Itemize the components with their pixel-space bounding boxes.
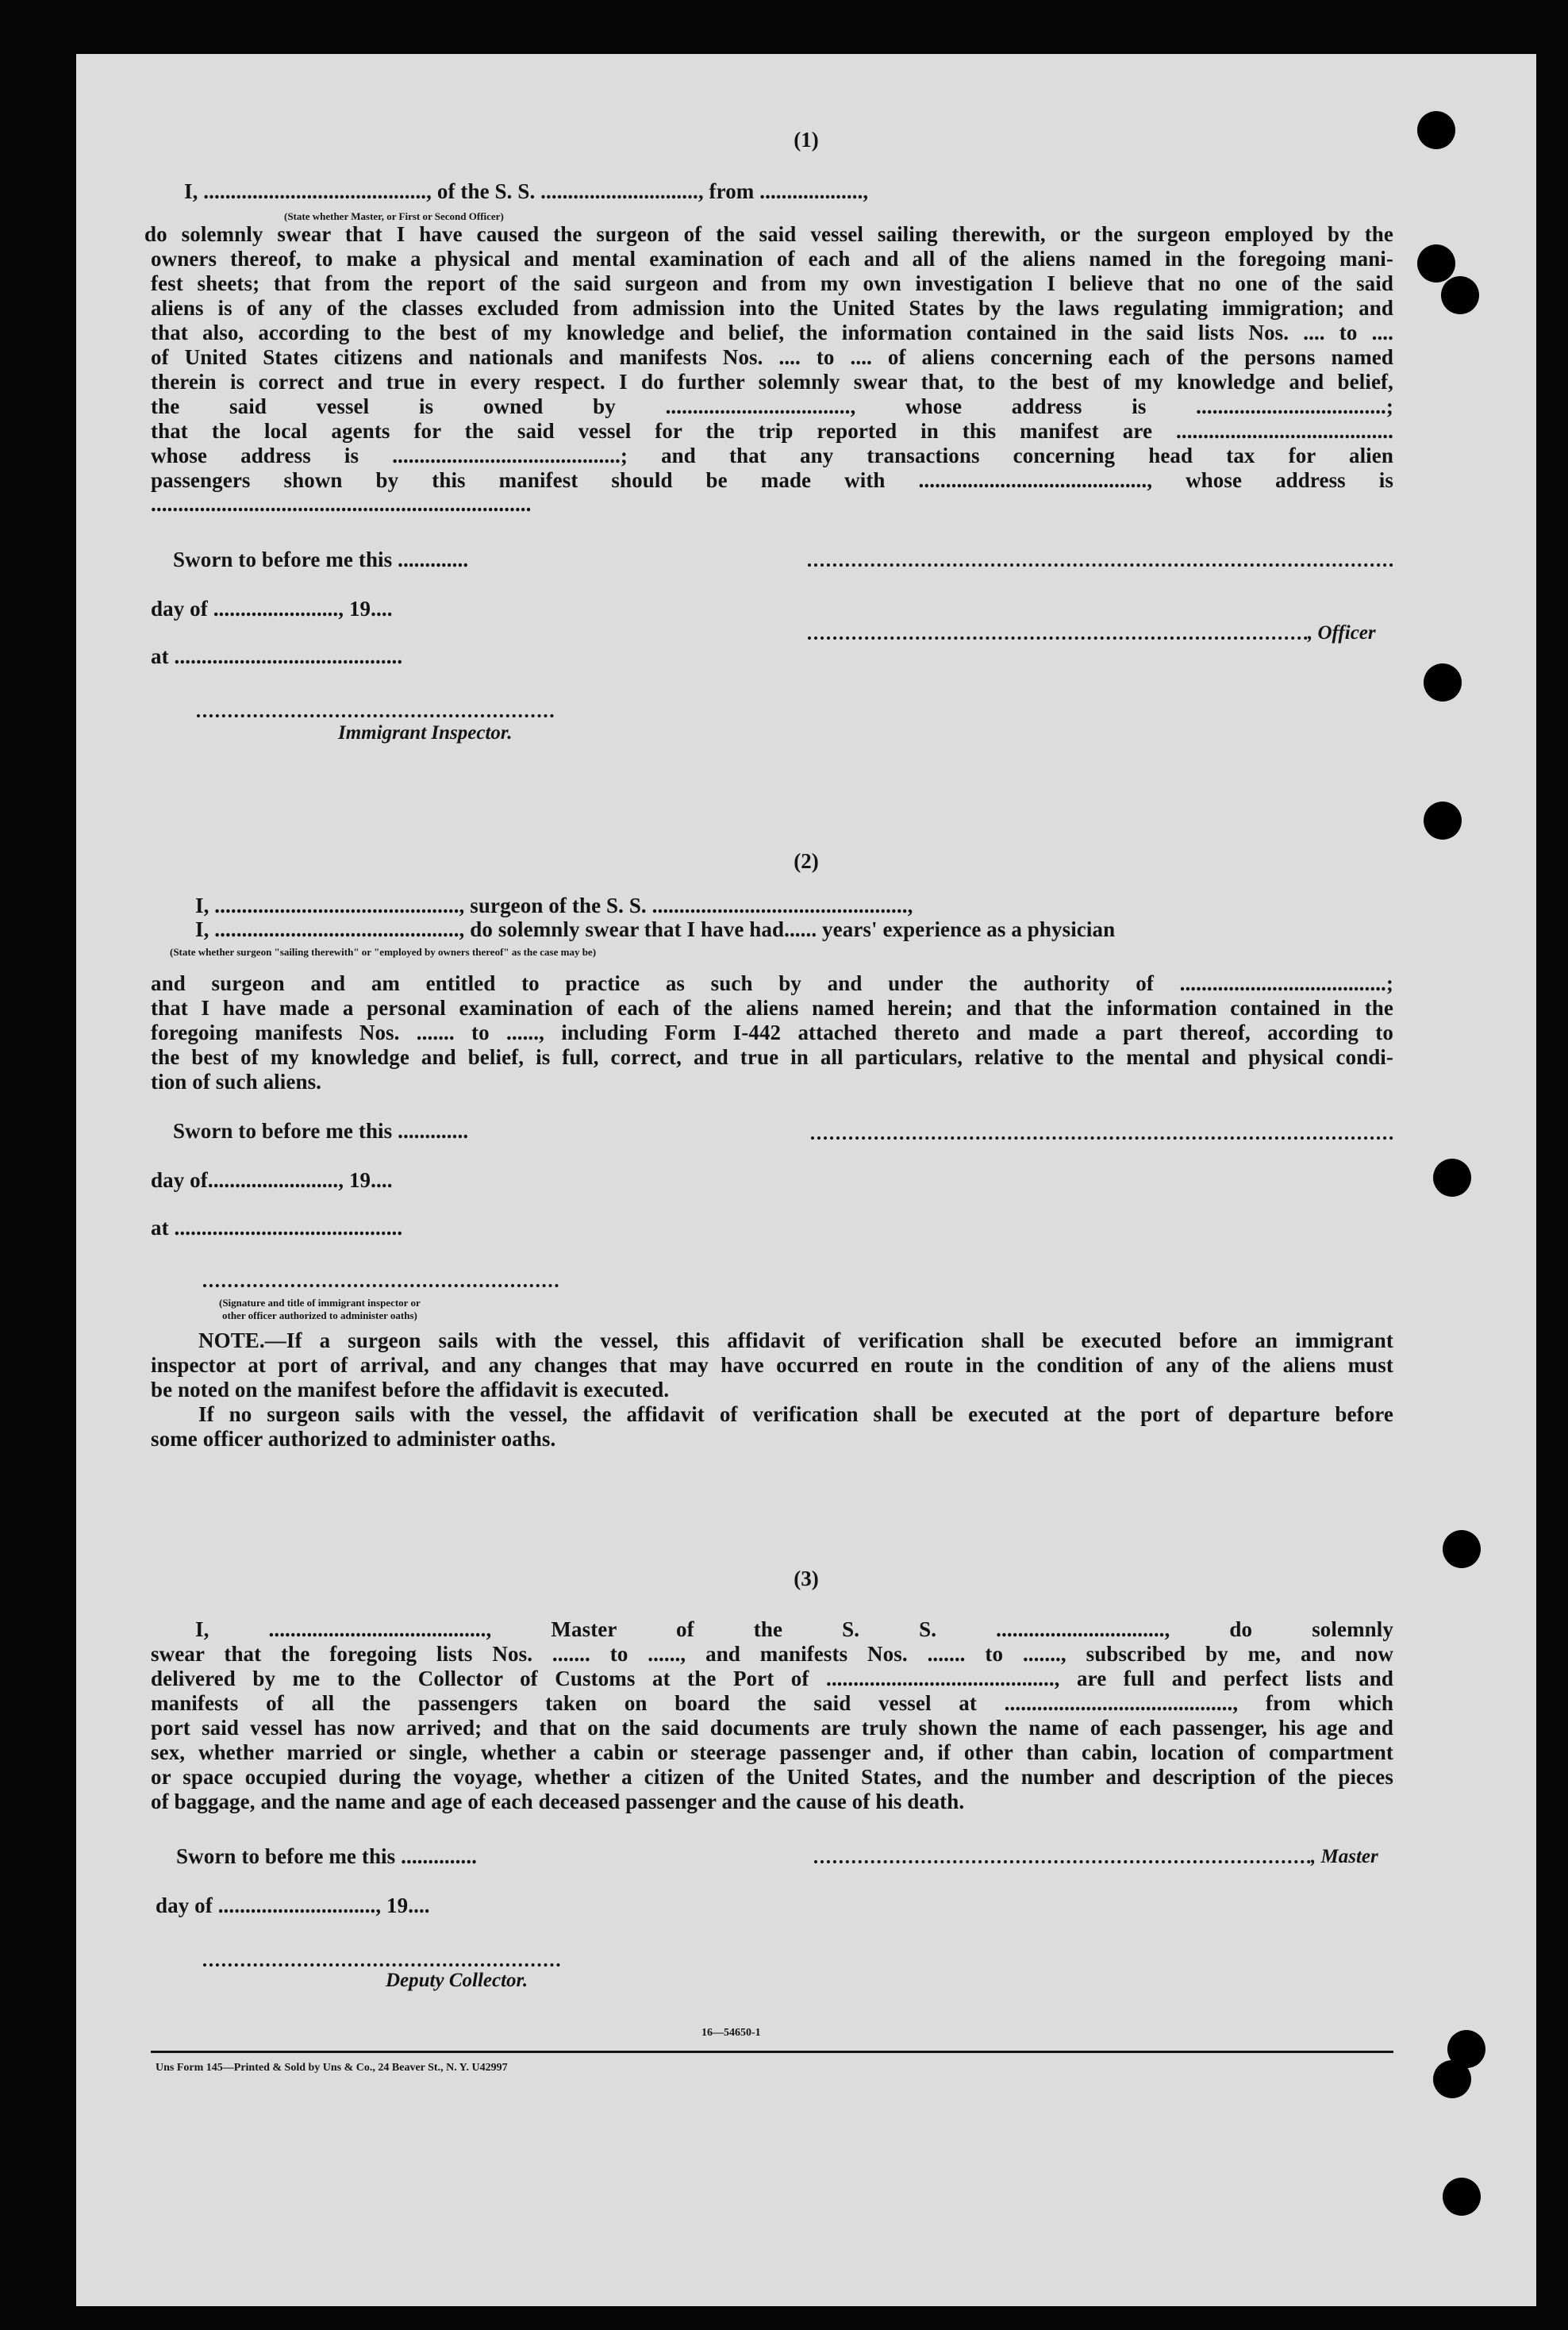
section-1-body-7: therein is correct and true in every respect. I do further solemnly swear that, to the best of my knowledge and belief, [151,370,1393,394]
section-3-body-1: I, ........................................, Master of the S. S. ..............................., do solemnly [195,1617,1393,1641]
section-3-master-label: , Master [1311,1846,1378,1867]
section-2-caption: (State whether surgeon "sailing therewith" or "employed by owners thereof" as the case may be) [170,946,597,958]
document-page [76,54,1536,2306]
section-2-body-5: tion of such aliens. [151,1070,322,1094]
section-1-body-9: that the local agents for the said vessel for the trip reported in this manifest are ........................................ [151,419,1393,443]
section-2-note-4: If no surgeon sails with the vessel, the affidavit of verification shall be executed at the port of departure before [198,1402,1393,1426]
punch-hole-3 [1441,276,1479,314]
section-1-body-6: of United States citizens and nationals and manifests Nos. .... to .... of aliens concerning each of the persons named [151,345,1393,369]
section-3-body-4: manifests of all the passengers taken on board the said vessel at .........................................., from which [151,1691,1393,1715]
section-2-caption-2a: (Signature and title of immigrant inspector or [219,1297,421,1309]
section-2-note-3: be noted on the manifest before the affidavit is executed. [151,1378,670,1401]
section-1-line-1: I, ........................................., of the S. S. ............................., from ..................., [184,179,869,203]
punch-hole-5 [1424,802,1462,840]
section-3-body-6: sex, whether married or single, whether a cabin or steerage passenger and, if other than cabin, location of compartment [151,1740,1393,1764]
section-1-officer-label: , Officer [1308,622,1376,644]
section-3-body-2: swear that the foregoing lists Nos. ....... to ......, and manifests Nos. ....... to ......., subscribed by me, and now [151,1642,1393,1666]
punch-hole-2 [1417,244,1455,283]
section-2-body-3: foregoing manifests Nos. ....... to ......, including Form I-442 attached thereto and made a part thereof, according to [151,1021,1393,1044]
section-1-body-11: passengers shown by this manifest should be made with .........................................., whose address is [151,468,1393,492]
punch-hole-9 [1433,2060,1471,2098]
section-1-at: at .......................................... [151,644,403,668]
section-1-caption: (State whether Master, or First or Second Officer) [284,210,504,222]
section-3-master-signature-line [814,1860,1311,1863]
section-3-collector-label: Deputy Collector. [386,1970,528,1991]
section-2-body-4: the best of my knowledge and belief, is full, correct, and true in all particulars, relative to the mental and physical condi- [151,1045,1393,1069]
section-1-body-3: fest sheets; that from the report of the said surgeon and from my own investigation I believe that no one of the said [151,271,1393,295]
printer-imprint: Uns Form 145—Printed & Sold by Uns & Co., 24 Beaver St., N. Y. U42997 [156,2062,508,2074]
footer-rule [151,2051,1393,2053]
punch-hole-4 [1424,663,1462,702]
section-1-number: (1) [794,128,819,152]
section-1-body-2: owners thereof, to make a physical and mental examination of each and all of the aliens named in the foregoing mani- [151,247,1393,271]
section-1-inspector-signature-line [197,714,554,717]
section-2-note-2: inspector at port of arrival, and any changes that may have occurred en route in the condition of any of the aliens must [151,1353,1393,1377]
punch-hole-7 [1443,1530,1481,1568]
section-1-inspector-label: Immigrant Inspector. [338,722,513,744]
section-1-body-10: whose address is ..........................................; and that any transactions concerning head tax for alien [151,444,1393,467]
section-2-body-1: and surgeon and am entitled to practice as such by and under the authority of ......................................; [151,971,1393,995]
section-1-body-1: do solemnly swear that I have caused the surgeon of the said vessel sailing therewith, or the surgeon employed by the [144,222,1393,246]
section-3-body-8: of baggage, and the name and age of each deceased passenger and the cause of his death. [151,1790,965,1813]
section-3-body-7: or space occupied during the voyage, whether a citizen of the United States, and the number and description of the pieces [151,1765,1393,1789]
section-1-body-5: that also, according to the best of my knowledge and belief, the information contained in the said lists Nos. .... to .... [151,321,1393,344]
section-2-inspector-signature-line [203,1284,559,1287]
section-2-sworn: Sworn to before me this ............. [173,1119,469,1143]
section-3-number: (3) [794,1567,819,1590]
section-2-at: at .......................................... [151,1216,403,1240]
section-1-body-8: the said vessel is owned by .................................., whose address is ...................................; [151,394,1393,418]
section-1-body-12: ...................................................................... [151,492,532,516]
section-2-body-2: that I have made a personal examination of each of the aliens named herein; and that the information contained in the [151,996,1393,1020]
section-3-day: day of ............................., 19.... [156,1894,430,1917]
section-3-body-5: port said vessel has now arrived; and that on the said documents are truly shown the name of each passenger, his age and [151,1716,1393,1740]
section-2-caption-2b: other officer authorized to administer oaths) [222,1309,417,1321]
punch-hole-10 [1443,2178,1481,2216]
section-2-line-2: I, ............................................., do solemnly swear that I have had...... years' experience as a physician [195,917,1116,941]
section-1-officer-signature-line-2 [808,636,1308,640]
punch-hole-6 [1433,1159,1471,1197]
section-1-officer-signature-line-1 [808,563,1393,567]
section-2-line-1: I, ............................................., surgeon of the S. S. ..............................................., [195,894,913,917]
section-3-sworn: Sworn to before me this .............. [176,1844,478,1868]
section-2-number: (2) [794,849,819,873]
section-2-signature-line [811,1136,1393,1140]
section-3-collector-signature-line [203,1963,560,1967]
form-code: 16—54650-1 [701,2027,761,2039]
section-1-sworn: Sworn to before me this ............. [173,548,469,571]
section-2-note-1: NOTE.—If a surgeon sails with the vessel, this affidavit of verification shall be executed before an immigrant [198,1328,1393,1352]
section-2-day: day of........................, 19.... [151,1168,393,1192]
section-1-body-4: aliens is of any of the classes excluded from admission into the United States by the laws regulating immigration; and [151,296,1393,320]
section-1-day: day of ......................., 19.... [151,597,393,621]
section-2-note-5: some officer authorized to administer oaths. [151,1427,556,1451]
section-3-body-3: delivered by me to the Collector of Customs at the Port of .........................................., are full and perfect lists and [151,1667,1393,1690]
